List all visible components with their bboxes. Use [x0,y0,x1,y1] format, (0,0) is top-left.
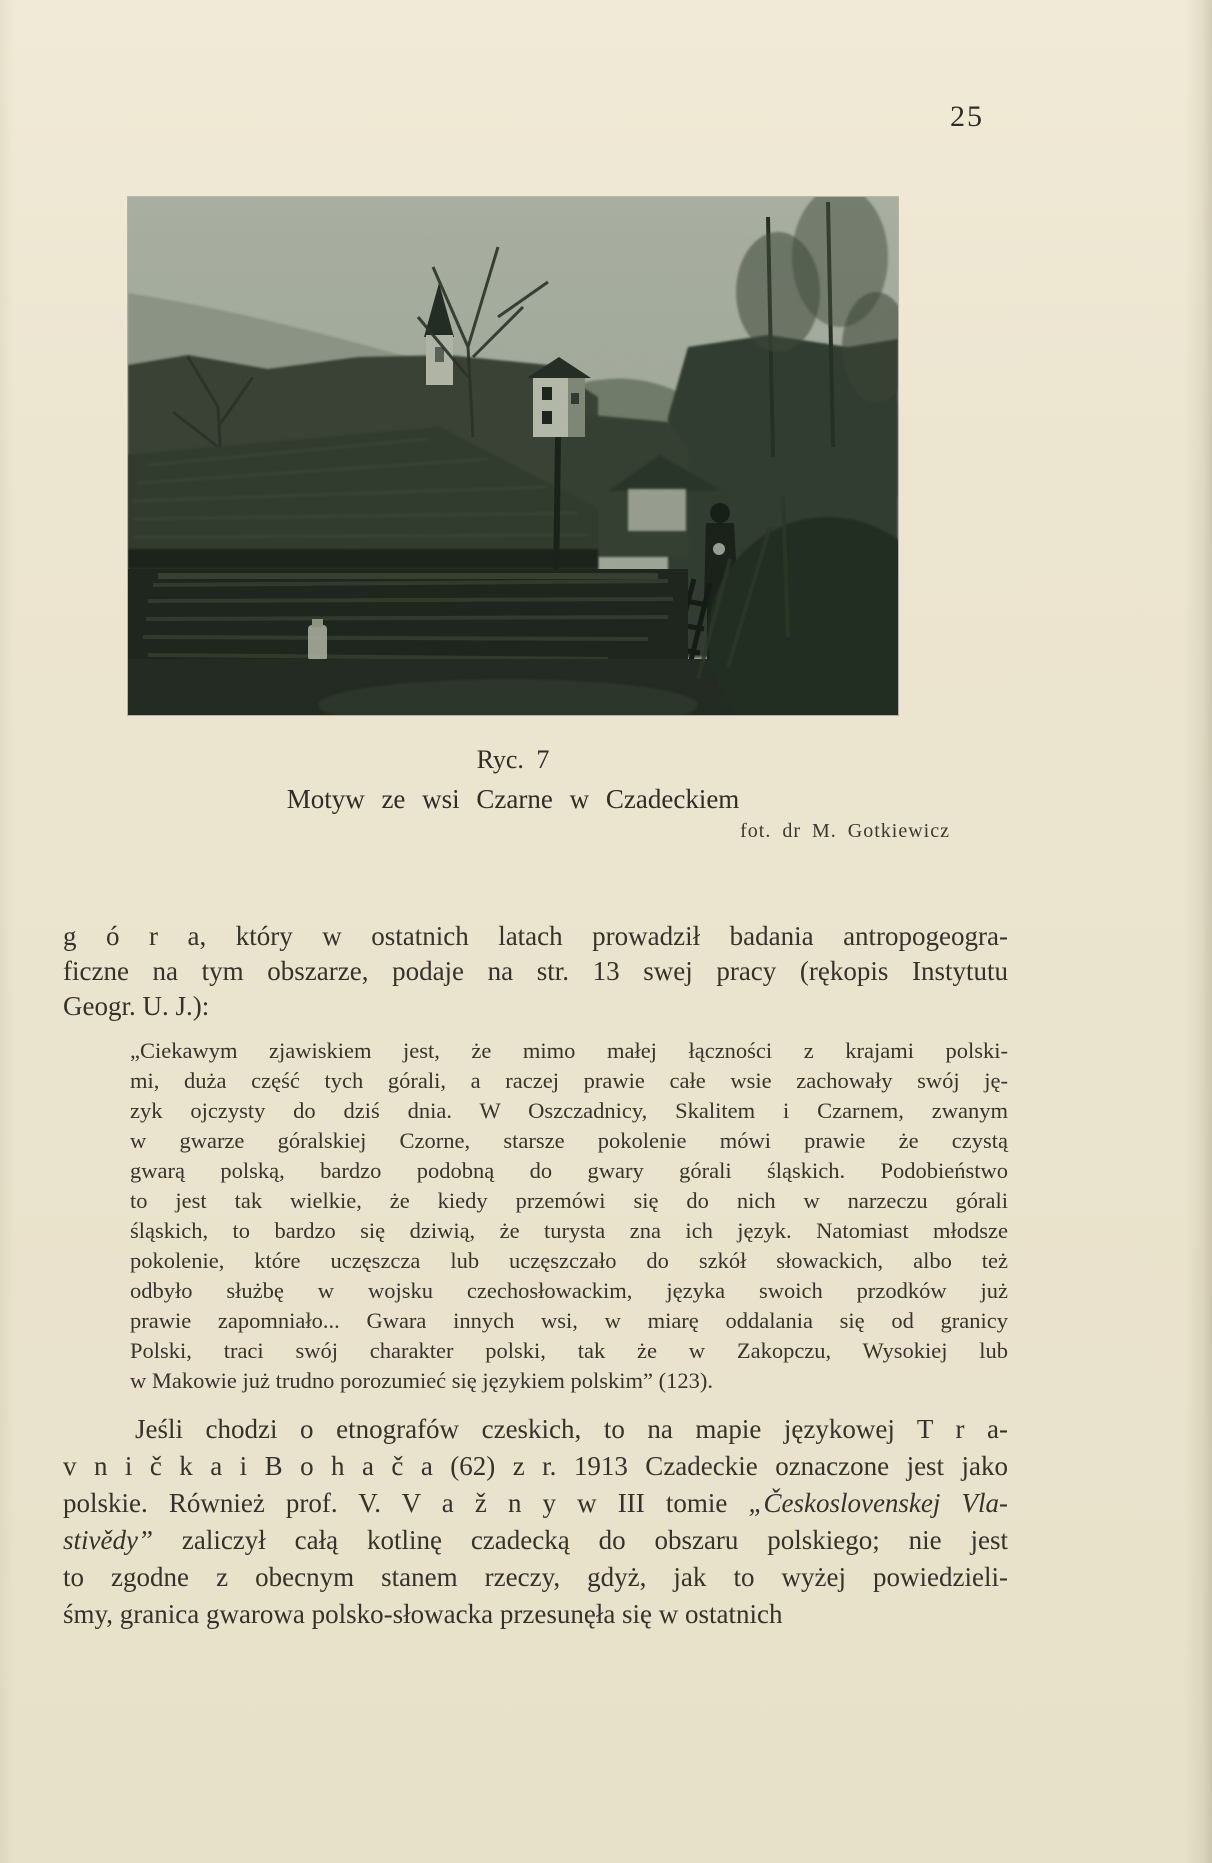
quote-line: gwarą polską, bardzo podobną do gwary górali śląskich. Podobieństwo [130,1158,1008,1183]
text-line: Jeśli chodzi o etnografów czeskich, to na mapie językowej T r a- [135,1414,1008,1444]
text-segment: zaliczył całą kotlinę czadecką do obszaru polskiego; nie jest [152,1525,1008,1555]
quote-line: zyk ojczysty do dziś dnia. W Oszczadnicy, Skalitem i Czarnem, zwanym [130,1098,1008,1123]
quote-line: to jest tak wielkie, że kiedy przemówi się do nich w narzeczu górali [130,1188,1008,1213]
italic-title-segment: „Československej Vla- [748,1488,1008,1518]
text-line [63,1522,1008,1559]
page-number: 25 [950,100,984,133]
page-right-edge-shading [1184,0,1212,1863]
block-quote [130,1036,1008,1396]
text-line: ficzne na tym obszarze, podaje na str. 13 swej pracy (rękopis Instytutu [63,956,1008,986]
figure-credit: fot. dr M. Gotkiewicz [740,820,950,842]
quote-line: śląskich, to bardzo się dziwią, że turysta zna ich język. Natomiast młodsze [130,1218,1008,1243]
quote-line: w Makowie już trudno porozumieć się językiem polskim” (123). [130,1368,713,1393]
quote-line: odbyło służbę w wojsku czechosłowackim, języka swoich przodków już [130,1278,1008,1303]
photo-grain [128,197,898,715]
figure-caption: Motyw ze wsi Czarne w Czadeckiem [286,784,740,814]
text-segment: polskie. Również prof. V. V a ž n y w III tomie [63,1488,749,1518]
quote-line: w gwarze góralskiej Czorne, starsze pokolenie mówi prawie że czystą [130,1128,1008,1153]
village-photo-art [128,197,898,715]
quote-line: Polski, traci swój charakter polski, tak że w Zakopczu, Wysokiej lub [130,1338,1008,1363]
text-line: to zgodne z obecnym stanem rzeczy, gdyż, jak to wyżej powiedzieli- [63,1562,1008,1592]
village-photo [128,197,898,715]
page-left-edge-shading [0,0,14,1863]
text-line: Geogr. U. J.): [63,991,210,1021]
quote-line: mi, duża część tych górali, a raczej prawie całe wsie zachowały swój ję- [130,1068,1008,1093]
text-line: g ó r a, który w ostatnich latach prowadził badania antropogeogra- [63,921,1008,951]
quote-line: „Ciekawym zjawiskiem jest, że mimo małej łączności z krajami polski- [130,1038,1008,1063]
quote-line: pokolenie, które uczęszcza lub uczęszczało do szkół słowackich, albo też [130,1248,1008,1273]
italic-title-segment: stivědy” [63,1525,153,1555]
paragraph-closing [63,1411,1008,1633]
text-line: śmy, granica gwarowa polsko-słowacka przesunęła się w ostatnich [63,1599,783,1629]
quote-line: prawie zapomniało... Gwara innych wsi, w miarę oddalania się od granicy [130,1308,1008,1333]
text-line: v n i č k a i B o h a č a (62) z r. 1913 Czadeckie oznaczone jest jako [63,1451,1008,1481]
text-line [63,1485,1008,1522]
paragraph-intro [63,919,1008,1024]
figure-label: Ryc. 7 [476,745,550,774]
